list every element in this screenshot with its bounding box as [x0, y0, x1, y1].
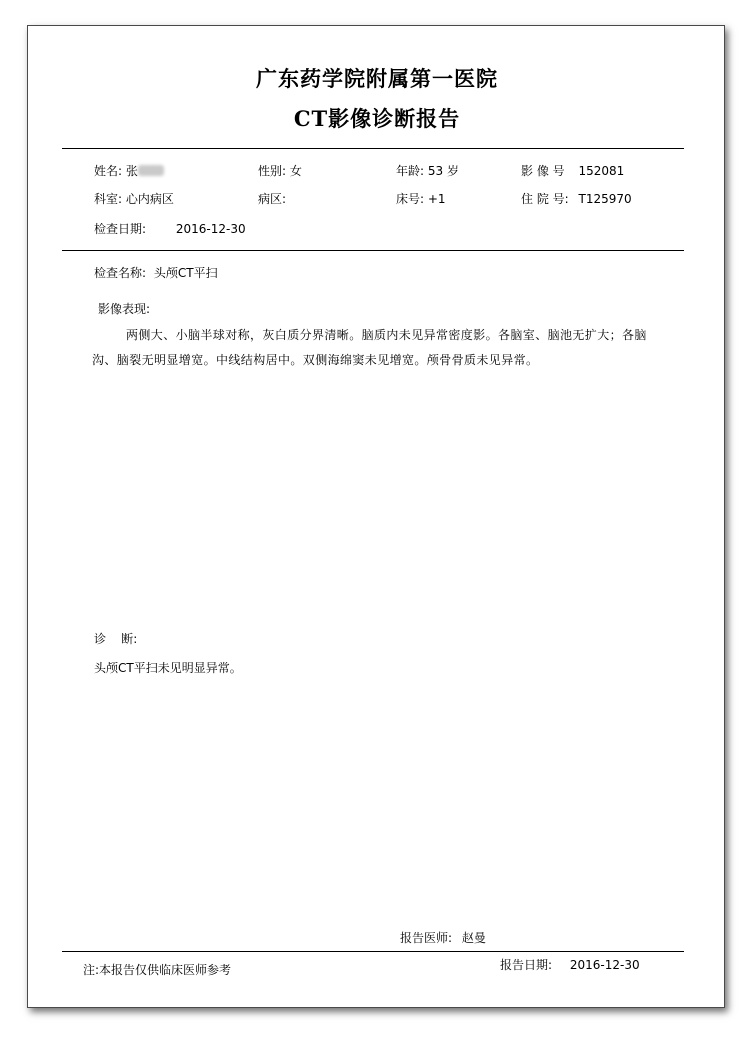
- exam-name-label: 检查名称:: [94, 266, 147, 280]
- report-date-field: [500, 958, 640, 972]
- bed-number-label: 床号:: [396, 192, 425, 206]
- department-label: 科室:: [94, 192, 123, 206]
- exam-date-value: 2016-12-30: [175, 222, 246, 236]
- department-value: 心内病区: [125, 192, 174, 206]
- diagnosis-label: 诊 断:: [94, 632, 138, 646]
- exam-date-label: 检查日期:: [94, 222, 147, 236]
- report-date-value: 2016-12-30: [569, 958, 640, 972]
- hospital-name: 广东药学院附属第一医院: [256, 66, 498, 91]
- patient-name-value: 张: [125, 164, 138, 178]
- footer-rule: [62, 951, 684, 952]
- image-number-value: 152081: [578, 164, 625, 178]
- image-number-label: 影 像 号: [521, 164, 565, 178]
- inpatient-number-label: 住 院 号:: [521, 192, 569, 206]
- patient-age-value: 53 岁: [427, 164, 459, 178]
- findings-text: 两侧大、小脑半球对称，灰白质分界清晰。脑质内未见异常密度影。各脑室、脑池无扩大；各脑沟、脑裂无明显增宽。中线结构居中。双侧海绵窦未见增宽。颅骨骨质未见异常。: [92, 328, 647, 367]
- header-top-rule: [62, 148, 684, 149]
- exam-date-field: [94, 222, 246, 236]
- image-number-field: [521, 164, 624, 178]
- reporting-doctor-value: 赵曼: [461, 931, 486, 945]
- diagnosis-text: 头颅CT平扫未见明显异常。: [94, 661, 242, 675]
- patient-gender-label: 性别:: [258, 164, 287, 178]
- findings-label: 影像表现:: [98, 302, 151, 316]
- exam-name-value: 头颅CT平扫: [153, 266, 218, 280]
- report-note: 注:本报告仅供临床医师参考: [83, 963, 232, 977]
- bed-number-value: +1: [427, 192, 446, 206]
- report-page: [27, 25, 725, 1008]
- bed-number-field: [396, 192, 446, 206]
- ward-label: 病区:: [258, 192, 287, 206]
- header-bottom-rule: [62, 250, 684, 251]
- report-title: CT影像诊断报告: [293, 106, 461, 131]
- patient-gender-value: 女: [289, 164, 302, 178]
- exam-name-field: [94, 266, 218, 280]
- patient-gender-field: [258, 164, 302, 178]
- patient-age-label: 年龄:: [396, 164, 425, 178]
- patient-name-field: [94, 164, 164, 178]
- department-field: [94, 192, 174, 206]
- reporting-doctor-label: 报告医师:: [400, 931, 453, 945]
- patient-age-field: [396, 164, 459, 178]
- inpatient-number-field: [521, 192, 632, 206]
- ward-field: [258, 192, 286, 206]
- reporting-doctor-field: [400, 931, 486, 945]
- patient-name-label: 姓名:: [94, 164, 123, 178]
- redacted-name-mask: [138, 165, 164, 176]
- report-date-label: 报告日期:: [500, 958, 553, 972]
- inpatient-number-value: T125970: [578, 192, 632, 206]
